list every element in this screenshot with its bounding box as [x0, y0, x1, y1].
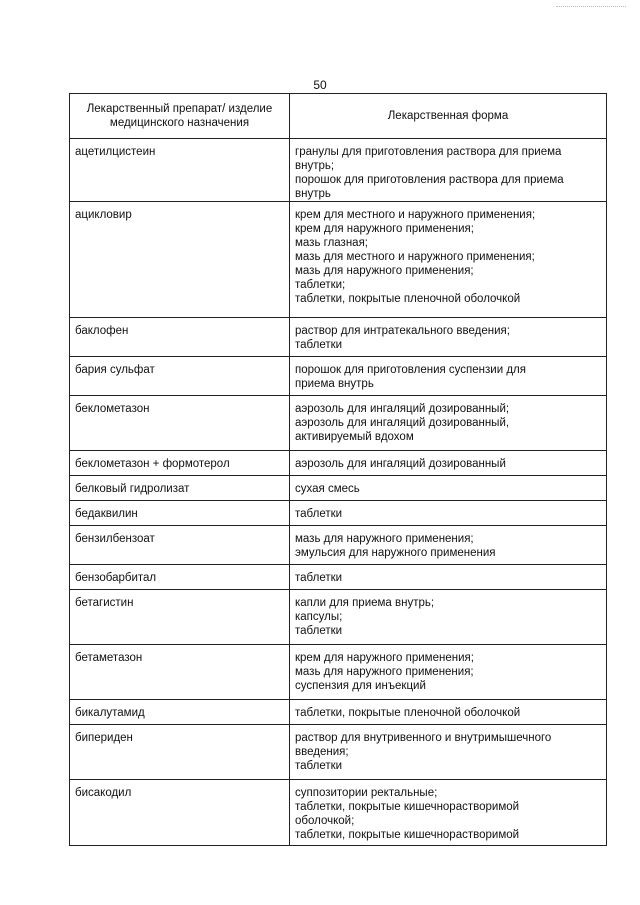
form-line: раствор для интратекального введения; [295, 325, 510, 337]
drug-name: бисакодил [75, 787, 132, 799]
drug-cell [70, 318, 290, 357]
form-cell [290, 451, 607, 476]
drug-cell [70, 357, 290, 396]
form-line: активируемый вдохом [295, 431, 414, 443]
form-line: таблетки; [295, 279, 346, 291]
table-header-row [70, 94, 607, 139]
form-cell [290, 526, 607, 565]
form-line: таблетки, покрытые кишечнорастворимой [295, 801, 520, 813]
drug-name: бетагистин [75, 597, 134, 609]
form-cell [290, 357, 607, 396]
table-row [70, 202, 607, 318]
drug-cell [70, 725, 290, 780]
form-line: гранулы для приготовления раствора для приема [295, 146, 562, 158]
form-line: сухая смесь [295, 483, 360, 495]
form-line: капсулы; [295, 611, 343, 623]
drug-cell [70, 700, 290, 725]
table-body [70, 139, 607, 846]
table-row [70, 139, 607, 202]
drug-name: беклометазон [75, 403, 150, 415]
form-cell [290, 725, 607, 780]
form-cell [290, 139, 607, 202]
drug-cell [70, 590, 290, 645]
table-row [70, 357, 607, 396]
table-row [70, 700, 607, 725]
form-cell [290, 780, 607, 846]
drug-name: баклофен [75, 325, 129, 337]
drug-name: ацетилцистеин [75, 146, 156, 158]
form-line: суппозитории ректальные; [295, 787, 438, 799]
form-line: эмульсия для наружного применения [295, 547, 496, 559]
page-number: 50 [313, 78, 327, 92]
form-line: суспензия для инъекций [295, 680, 426, 692]
drug-name: бензобарбитал [75, 572, 157, 584]
table-row [70, 645, 607, 700]
form-line: таблетки [295, 625, 343, 637]
form-line: мазь глазная; [295, 237, 368, 249]
drug-name: бетаметазон [75, 652, 143, 664]
form-line: мазь для местного и наружного применения; [295, 251, 535, 263]
form-line: введения; [295, 746, 349, 758]
drug-name: ацикловир [75, 209, 132, 221]
form-line: внутрь [295, 188, 331, 200]
scan-artifact [556, 6, 626, 9]
drug-cell [70, 526, 290, 565]
form-line: порошок для приготовления раствора для приема [295, 174, 564, 186]
table-row [70, 318, 607, 357]
drug-cell [70, 645, 290, 700]
form-line: мазь для наружного применения; [295, 666, 474, 678]
table-row [70, 476, 607, 501]
form-line: таблетки [295, 508, 343, 520]
form-line: таблетки [295, 572, 343, 584]
form-cell [290, 318, 607, 357]
form-line: раствор для внутривенного и внутримышечного [295, 732, 552, 744]
drug-cell [70, 476, 290, 501]
form-cell [290, 396, 607, 451]
form-cell [290, 202, 607, 318]
drug-cell [70, 565, 290, 590]
drug-cell [70, 396, 290, 451]
drug-cell [70, 139, 290, 202]
drug-cell [70, 451, 290, 476]
form-cell [290, 700, 607, 725]
drug-name: беклометазон + формотерол [75, 458, 230, 470]
form-line: внутрь; [295, 160, 335, 172]
table-row [70, 590, 607, 645]
form-line: таблетки, покрытые кишечнорастворимой [295, 829, 520, 841]
drug-cell [70, 202, 290, 318]
table-row [70, 501, 607, 526]
form-line: аэрозоль для ингаляций дозированный; [295, 403, 510, 415]
table-row [70, 780, 607, 846]
header-form: Лекарственная форма [290, 94, 607, 139]
form-line: крем для наружного применения; [295, 223, 474, 235]
form-line: мазь для наружного применения; [295, 533, 474, 545]
table-row [70, 526, 607, 565]
form-line: аэрозоль для ингаляций дозированный, [295, 417, 510, 429]
table-row [70, 565, 607, 590]
table-row [70, 396, 607, 451]
form-cell [290, 501, 607, 526]
form-line: оболочкой; [295, 815, 355, 827]
form-line: порошок для приготовления суспензии для [295, 364, 526, 376]
drug-name: бикалутамид [75, 707, 145, 719]
form-cell [290, 476, 607, 501]
form-cell [290, 565, 607, 590]
table-row [70, 451, 607, 476]
drug-name: бария сульфат [75, 364, 155, 376]
table-row [70, 725, 607, 780]
form-line: мазь для наружного применения; [295, 265, 474, 277]
drug-cell [70, 780, 290, 846]
form-line: крем для местного и наружного применения; [295, 209, 536, 221]
form-line: капли для приема внутрь; [295, 597, 435, 609]
drug-name: бензилбензоат [75, 533, 155, 545]
header-drug: Лекарственный препарат/ изделие медицинского назначения [70, 94, 290, 139]
form-line: приема внутрь [295, 378, 374, 390]
drug-name: бедаквилин [75, 508, 138, 520]
drug-name: бипериден [75, 732, 133, 744]
drug-cell [70, 501, 290, 526]
form-line: таблетки [295, 339, 343, 351]
form-line: таблетки, покрытые пленочной оболочкой [295, 707, 521, 719]
form-line: таблетки [295, 760, 343, 772]
drug-table [69, 93, 607, 846]
form-line: аэрозоль для ингаляций дозированный [295, 458, 506, 470]
form-cell [290, 645, 607, 700]
drug-name: белковый гидролизат [75, 483, 190, 495]
form-line: крем для наружного применения; [295, 652, 474, 664]
form-line: таблетки, покрытые пленочной оболочкой [295, 293, 521, 305]
form-cell [290, 590, 607, 645]
